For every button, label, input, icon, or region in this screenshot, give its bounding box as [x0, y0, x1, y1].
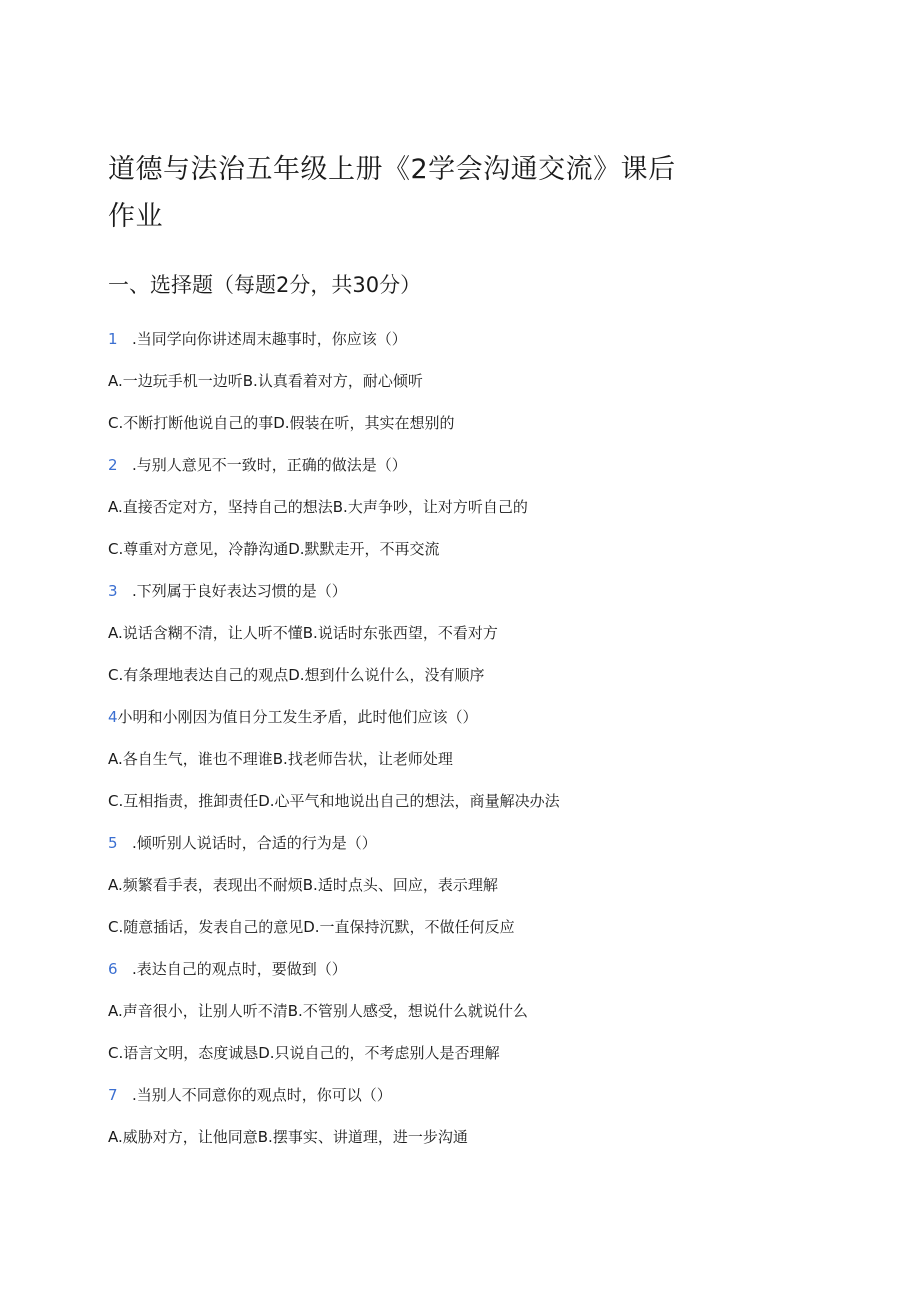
question-number: 1	[108, 330, 118, 348]
question-stem	[108, 955, 868, 997]
question-number: 6	[108, 960, 118, 978]
question-options-cd: C.互相指责，推卸责任D.心平气和地说出自己的想法，商量解决办法	[108, 792, 560, 810]
question-stem	[108, 577, 868, 619]
question-options-cd: C.随意插话，发表自己的意见D.一直保持沉默，不做任何反应	[108, 918, 515, 936]
question-number: 5	[108, 834, 118, 852]
question-options-cd: C.尊重对方意见，冷静沟通D.默默走开，不再交流	[108, 540, 440, 558]
question-number: 7	[108, 1086, 118, 1104]
title-line-2: 作业	[108, 201, 163, 232]
question-text: .表达自己的观点时，要做到（）	[132, 960, 347, 978]
question-stem	[108, 1081, 868, 1123]
question-stem	[108, 451, 868, 493]
document-title	[108, 146, 708, 240]
title-line-1: 道德与法治五年级上册《2学会沟通交流》课后	[108, 154, 676, 185]
section-heading: 一、选择题（每题2分，共30分）	[108, 273, 422, 297]
question-stem	[108, 325, 868, 367]
question-options-cd: C.不断打断他说自己的事D.假装在听，其实在想别的	[108, 414, 455, 432]
question-options-ab: A.各自生气，谁也不理谁B.找老师告状，让老师处理	[108, 750, 453, 768]
question-text: .当别人不同意你的观点时，你可以（）	[132, 1086, 392, 1104]
question-options-ab: A.直接否定对方，坚持自己的想法B.大声争吵，让对方听自己的	[108, 498, 528, 516]
question-stem	[108, 829, 868, 871]
question-number: 4	[108, 708, 118, 726]
question-text: .倾听别人说话时，合适的行为是（）	[132, 834, 377, 852]
question-options-cd: C.语言文明，态度诚恳D.只说自己的，不考虑别人是否理解	[108, 1044, 500, 1062]
question-stem	[108, 703, 868, 745]
question-options-ab: A.一边玩手机一边听B.认真看着对方，耐心倾听	[108, 372, 423, 390]
question-options-ab: A.说话含糊不清，让人听不懂B.说话时东张西望，不看对方	[108, 624, 498, 642]
question-text: 小明和小刚因为值日分工发生矛盾，此时他们应该（）	[117, 708, 478, 726]
question-text: .与别人意见不一致时，正确的做法是（）	[132, 456, 407, 474]
question-list	[108, 325, 868, 1165]
question-number: 2	[108, 456, 118, 474]
question-options-ab: A.声音很小，让别人听不清B.不管别人感受，想说什么就说什么	[108, 1002, 528, 1020]
question-text: .下列属于良好表达习惯的是（）	[132, 582, 347, 600]
question-text: .当同学向你讲述周末趣事时，你应该（）	[132, 330, 407, 348]
question-number: 3	[108, 582, 118, 600]
question-options-cd: C.有条理地表达自己的观点D.想到什么说什么，没有顺序	[108, 666, 485, 684]
question-options-ab: A.频繁看手表，表现出不耐烦B.适时点头、回应，表示理解	[108, 876, 498, 894]
question-options-ab: A.威胁对方，让他同意B.摆事实、讲道理，进一步沟通	[108, 1128, 468, 1146]
